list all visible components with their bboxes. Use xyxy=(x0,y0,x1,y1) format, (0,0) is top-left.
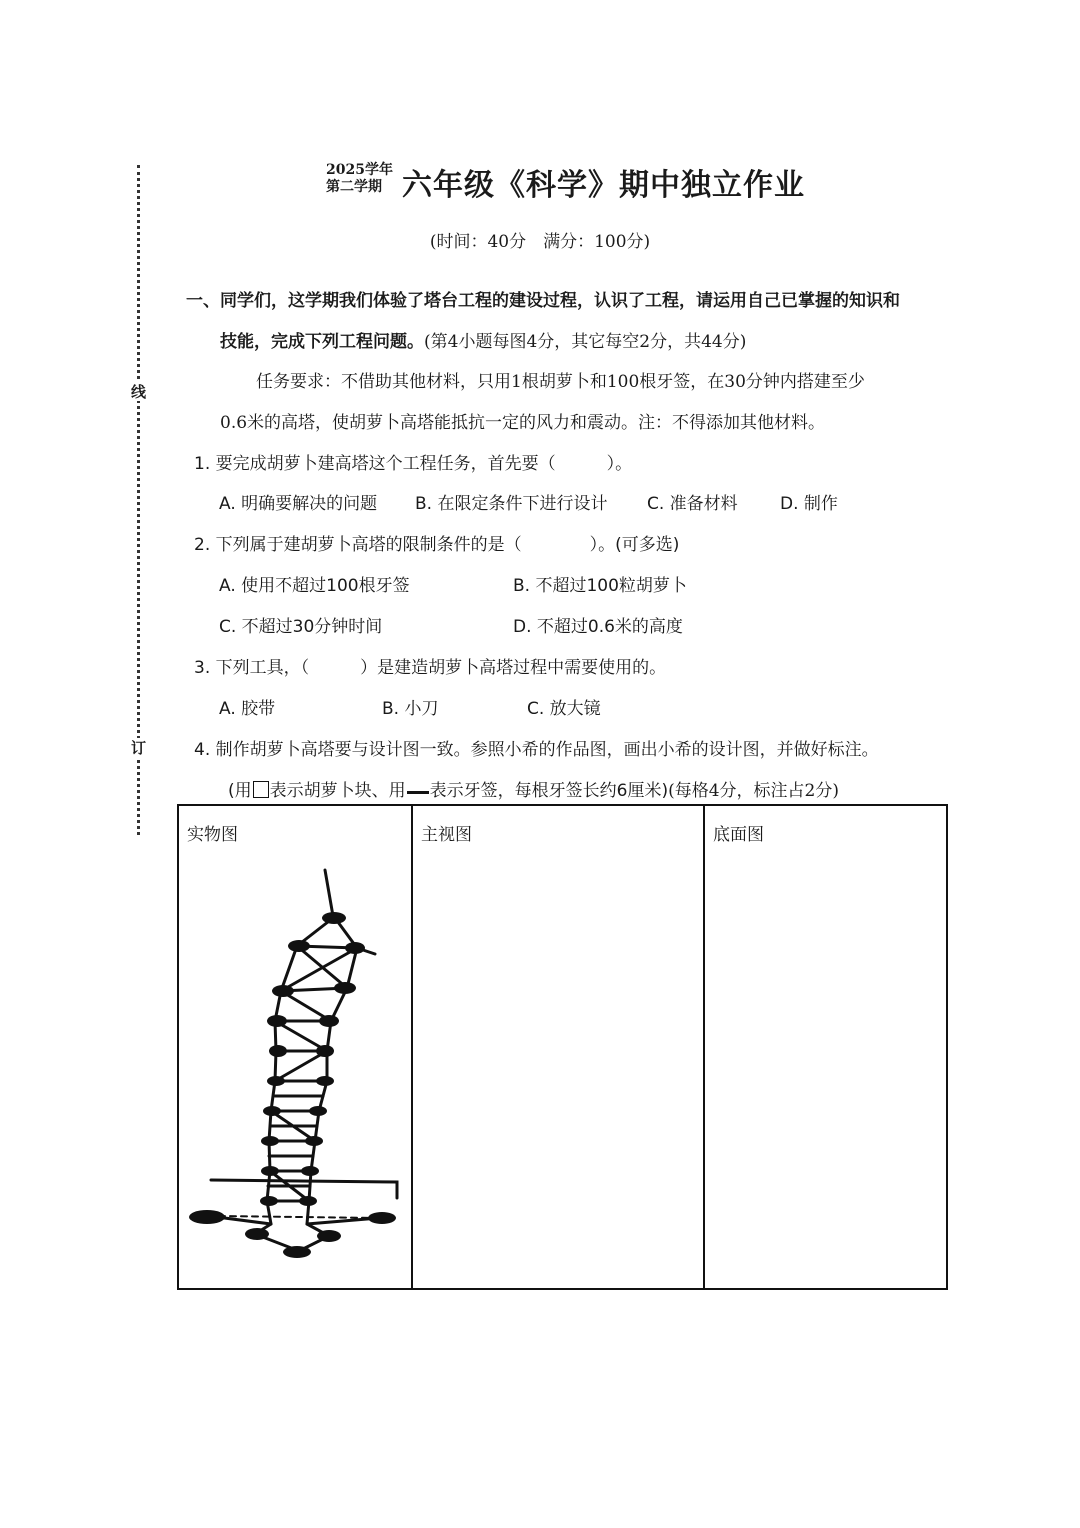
q1-option-a: A. 明确要解决的问题 xyxy=(219,494,378,514)
question-4: 4. 制作胡萝卜高塔要与设计图一致。参照小希的作品图，画出小希的设计图，并做好标注。 xyxy=(194,740,879,760)
legend-score: (每格4分，标注占2分) xyxy=(668,781,839,801)
q2-option-a: A. 使用不超过100根牙签 xyxy=(219,576,410,596)
header-real-image: 实物图 xyxy=(187,825,238,845)
q2-option-d: D. 不超过0.6米的高度 xyxy=(513,617,683,637)
term-label xyxy=(326,162,393,196)
q2-option-b: B. 不超过100粒胡萝卜 xyxy=(513,576,687,596)
q3-option-b: B. 小刀 xyxy=(382,699,439,719)
q1-option-c: C. 准备材料 xyxy=(647,494,738,514)
drawing-legend xyxy=(228,776,839,801)
exam-info: (时间：40分 满分：100分) xyxy=(429,232,651,252)
cell-bottom-view[interactable] xyxy=(703,806,946,1288)
carrot-tower-illustration xyxy=(179,806,411,1286)
section-heading: 一、同学们，这学期我们体验了塔台工程的建设过程，认识了工程，请运用自己已掌握的知识和 xyxy=(186,291,900,311)
toothpick-symbol xyxy=(407,791,429,794)
task-requirement-line2: 0.6米的高塔，使胡萝卜高塔能抵抗一定的风力和震动。注：不得添加其他材料。 xyxy=(220,413,826,433)
legend-part2: 表示胡萝卜块、用 xyxy=(269,781,406,801)
q1-option-d: D. 制作 xyxy=(780,494,838,514)
header-front-view: 主视图 xyxy=(421,825,472,845)
q1-option-b: B. 在限定条件下进行设计 xyxy=(415,494,608,514)
carrot-block-symbol xyxy=(253,781,269,798)
legend-part3: 表示牙签，每根牙签长约6厘米) xyxy=(429,781,669,801)
section-heading-cont xyxy=(220,327,746,352)
q3-option-c: C. 放大镜 xyxy=(527,699,601,719)
task-requirement-line1: 任务要求：不借助其他材料，只用1根胡萝卜和100根牙签，在30分钟内搭建至少 xyxy=(256,372,865,392)
cell-front-view[interactable] xyxy=(411,806,705,1288)
header-bottom-view: 底面图 xyxy=(713,825,764,845)
term-year: 2025学年 xyxy=(326,162,393,178)
section-score-note: (第4小题每图4分，其它每空2分，共44分) xyxy=(424,332,747,352)
question-2: 2. 下列属于建胡萝卜高塔的限制条件的是（ ）。(可多选) xyxy=(194,535,680,555)
legend-part1: (用 xyxy=(228,781,252,801)
binding-mark-xian: 线 xyxy=(129,384,147,399)
drawing-answer-table xyxy=(177,804,948,1290)
question-1: 1. 要完成胡萝卜建高塔这个工程任务，首先要（ ）。 xyxy=(194,454,633,474)
page-title: 六年级《科学》期中独立作业 xyxy=(402,168,805,203)
question-3: 3. 下列工具，（ ）是建造胡萝卜高塔过程中需要使用的。 xyxy=(194,658,667,678)
section-heading-tail: 技能，完成下列工程问题。 xyxy=(220,332,424,352)
binding-dotted-line xyxy=(137,165,140,835)
cell-real-photo xyxy=(179,806,411,1288)
term-name: 第二学期 xyxy=(326,179,382,195)
q2-option-c: C. 不超过30分钟时间 xyxy=(219,617,383,637)
q3-option-a: A. 胶带 xyxy=(219,699,276,719)
binding-mark-ding: 订 xyxy=(129,740,147,755)
